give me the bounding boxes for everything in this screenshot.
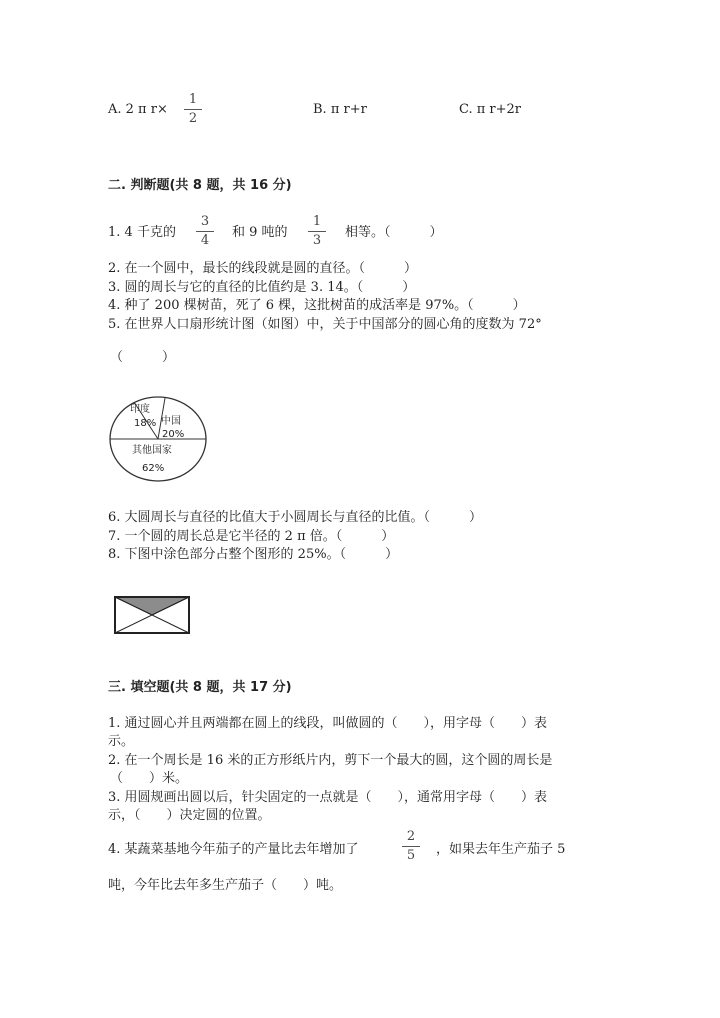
judge-q4: 4. 种了 200 棵树苗，死了 6 棵，这批树苗的成活率是 97%。（ ） xyxy=(108,298,526,313)
pie-pct-china: 20% xyxy=(162,429,185,440)
fraction-numerator: 2 xyxy=(406,829,416,844)
fraction-numerator: 1 xyxy=(312,214,322,229)
option-a-fraction xyxy=(183,93,203,126)
judge-q5-answer: （ ） xyxy=(110,350,176,365)
shaded-rectangle-figure xyxy=(114,596,190,634)
option-a-text: A. 2 π r× xyxy=(108,102,168,117)
fill-q3-line2: 示，（ ）决定圆的位置。 xyxy=(108,808,271,823)
pie-label-india: 印度 xyxy=(130,404,150,415)
pie-label-china: 中国 xyxy=(161,416,181,427)
judge-q2: 2. 在一个圆中，最长的线段就是圆的直径。（ ） xyxy=(108,261,418,276)
population-pie-chart xyxy=(108,395,208,483)
judge-q7: 7. 一个圆的周长总是它半径的 2 π 倍。（ ） xyxy=(108,529,395,544)
fraction-numerator: 3 xyxy=(200,214,210,229)
section-2-heading: 二. 判断题(共 8 题，共 16 分) xyxy=(108,178,292,193)
fill-q3-line1: 3. 用圆规画出圆以后，针尖固定的一点就是（ ），通常用字母（ ）表 xyxy=(108,790,548,805)
fill-q1-line2: 示。 xyxy=(108,734,135,749)
fill-q4-line2: 吨，今年比去年多生产茄子（ ）吨。 xyxy=(108,878,343,893)
fraction-bar xyxy=(402,846,420,847)
judge-q1-part1: 1. 4 千克的 xyxy=(108,225,176,240)
fraction-denominator: 3 xyxy=(312,233,322,248)
fraction-bar xyxy=(196,231,214,232)
judge-q5: 5. 在世界人口扇形统计图（如图）中，关于中国部分的圆心角的度数为 72° xyxy=(108,317,542,332)
judge-q6: 6. 大圆周长与直径的比值大于小圆周长与直径的比值。（ ） xyxy=(108,510,483,525)
fraction-denominator: 2 xyxy=(188,111,198,126)
section-3-heading: 三. 填空题(共 8 题，共 17 分) xyxy=(108,680,292,695)
judge-q3: 3. 圆的周长与它的直径的比值约是 3. 14。（ ） xyxy=(108,280,416,295)
judge-q1-part2: 和 9 吨的 xyxy=(232,225,288,240)
fill-q2-line1: 2. 在一个周长是 16 米的正方形纸片内，剪下一个最大的圆，这个圆的周长是 xyxy=(108,753,553,768)
fill-q4-fraction xyxy=(401,830,421,863)
fill-q1-line1: 1. 通过圆心并且两端都在圆上的线段，叫做圆的（ ），用字母（ ）表 xyxy=(108,716,548,731)
fraction-denominator: 5 xyxy=(406,848,416,863)
option-b: B. π r+r xyxy=(313,102,367,117)
shaded-triangle xyxy=(115,597,189,615)
pie-label-other: 其他国家 xyxy=(132,445,172,456)
pie-pct-india: 18% xyxy=(134,418,157,429)
judge-q1-fraction-1 xyxy=(195,215,215,248)
option-a xyxy=(108,102,168,117)
fraction-bar xyxy=(308,231,326,232)
fill-q4-part1: 4. 某蔬菜基地今年茄子的产量比去年增加了 xyxy=(108,842,359,857)
option-c: C. π r+2r xyxy=(459,102,522,117)
fraction-denominator: 4 xyxy=(200,233,210,248)
judge-q1-fraction-2 xyxy=(307,215,327,248)
fraction-bar xyxy=(184,109,202,110)
pie-pct-other: 62% xyxy=(142,463,165,474)
fill-q4-part2: ，如果去年生产茄子 5 xyxy=(436,842,566,857)
fill-q2-line2: （ ）米。 xyxy=(110,771,189,786)
judge-q8: 8. 下图中涂色部分占整个图形的 25%。（ ） xyxy=(108,547,399,562)
fraction-numerator: 1 xyxy=(188,92,198,107)
judge-q1-part3: 相等。（ ） xyxy=(345,225,443,240)
